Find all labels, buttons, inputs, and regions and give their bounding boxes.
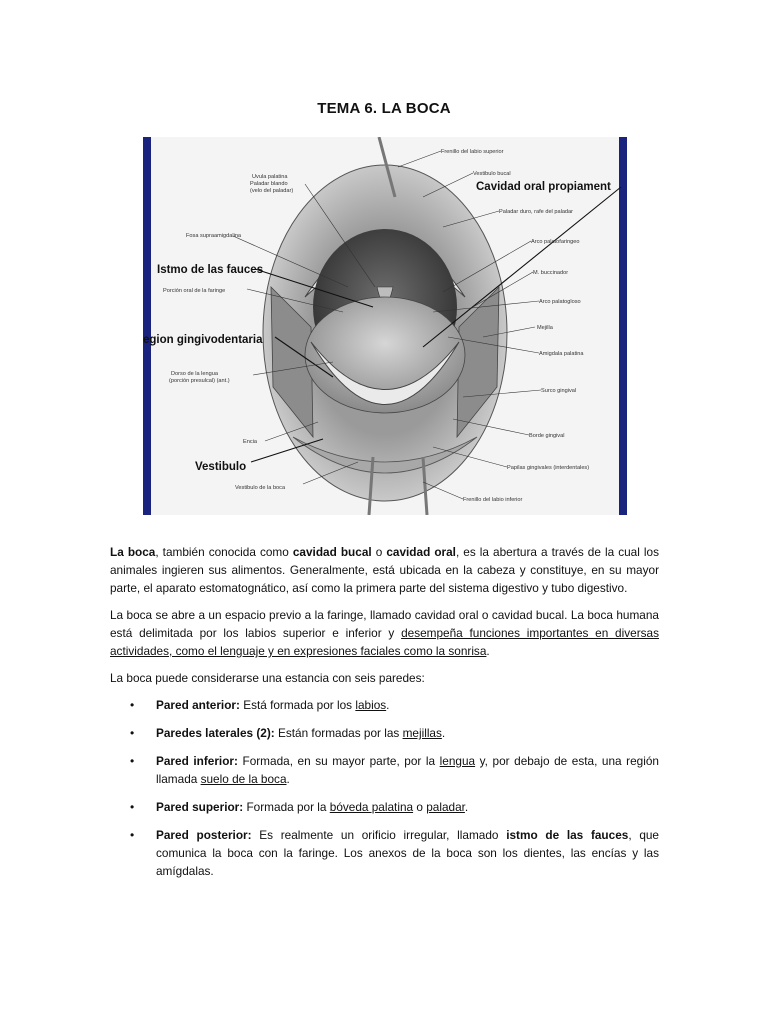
label-cavidad-oral: Cavidad oral propiament xyxy=(476,181,611,193)
term-istmo: istmo de las fauces xyxy=(506,828,629,842)
text-span: Formada, en su mayor parte, por la xyxy=(237,754,440,768)
wall-name: Pared inferior: xyxy=(156,754,238,768)
list-item-pared-posterior xyxy=(110,826,659,880)
text-span: La boca se abre a un espacio previo a la faringe, llamado cavidad oral o cavidad bucal. La boca humana está delimitada por los labios superior e inferior y xyxy=(110,608,659,640)
left-border xyxy=(143,137,151,515)
wall-name: Pared superior: xyxy=(156,800,244,814)
term-cavidad-oral: cavidad oral xyxy=(386,545,456,559)
text-span: . xyxy=(464,800,469,814)
wall-name: Paredes laterales (2): xyxy=(156,726,275,740)
link-lengua[interactable]: lengua xyxy=(439,754,476,768)
leader-frenillo-inf xyxy=(423,482,463,499)
paragraph-intro xyxy=(110,543,659,597)
label-istmo-fauces: Istmo de las fauces xyxy=(157,264,264,276)
term-cavidad-bucal: cavidad bucal xyxy=(292,545,372,559)
label-dorso-1: Dorso de la lengua xyxy=(171,371,218,377)
text-span: Están formadas por las xyxy=(274,726,403,740)
text-span: . xyxy=(441,726,446,740)
text-span: , que comunica la boca con la faringe. Los anexos de la boca son los dientes, las encías y las amígdalas. xyxy=(156,828,659,878)
leader-frenillo-sup xyxy=(398,151,441,167)
mouth-illustration xyxy=(143,137,627,515)
wall-name: Pared posterior: xyxy=(156,828,252,842)
text-span: o xyxy=(371,545,387,559)
label-uvula-1: Uvula palatina xyxy=(252,174,288,180)
walls-list xyxy=(110,696,659,880)
link-labios[interactable]: labios xyxy=(355,698,387,712)
right-border xyxy=(619,137,627,515)
link-suelo-boca[interactable]: suelo de la boca xyxy=(200,772,287,786)
list-item-paredes-laterales xyxy=(110,724,659,742)
text-span: , es la abertura a través de la cual los animales ingieren sus alimentos. Generalmente, está ubicada en la cabeza y constituye, en su mayor parte, el aparato estomatognático, así como la primera parte del sistema digestivo y tubo digestivo. xyxy=(110,545,659,595)
label-vestibulo-bucal: Vestibulo bucal xyxy=(473,171,511,177)
bullet: • xyxy=(130,800,135,814)
link-boveda-palatina[interactable]: bóveda palatina xyxy=(329,800,414,814)
link-mejillas[interactable]: mejillas xyxy=(402,726,442,740)
text-span: o xyxy=(413,800,427,814)
paragraph-six-walls: La boca puede considerarse una estancia con seis paredes: xyxy=(110,671,425,685)
list-item-pared-inferior xyxy=(110,752,659,788)
paragraph-delimitation xyxy=(110,606,659,660)
label-porcion-oral: Porción oral de la faringe xyxy=(163,288,226,294)
label-arco-palatofaringeo: Arco palatofaringeo xyxy=(531,239,580,245)
bullet: • xyxy=(130,698,135,712)
list-item-pared-superior xyxy=(110,798,659,816)
text-span: . xyxy=(386,698,390,712)
label-mejilla: Mejilla xyxy=(537,325,553,331)
page-title: TEMA 6. LA BOCA xyxy=(317,100,451,117)
label-vestibulo-boca: Vestibulo de la boca xyxy=(235,485,286,491)
label-region-gingivodentaria: egion gingivodentaria xyxy=(143,334,263,346)
body-text xyxy=(110,543,659,890)
label-frenillo-inf: Frenillo del labio inferior xyxy=(463,497,523,503)
label-uvula-2: Paladar blando xyxy=(250,181,288,187)
link-funciones[interactable]: desempeña funciones importantes en diversas actividades, como el lenguaje y en expresiones faciales como la sonrisa xyxy=(110,626,659,658)
label-encia: Encia xyxy=(243,439,257,445)
label-paladar-duro: Paladar duro, rafe del paladar xyxy=(499,209,574,215)
text-span: Formada por la xyxy=(243,800,330,814)
list-item-pared-anterior xyxy=(110,696,659,714)
label-papilas: Papilas gingivales (interdentales) xyxy=(507,465,590,471)
wall-name: Pared anterior: xyxy=(156,698,240,712)
text-span: . xyxy=(286,772,290,786)
link-paladar[interactable]: paladar xyxy=(426,800,465,814)
text-span: , también conocida como xyxy=(155,545,293,559)
label-frenillo-sup: Frenillo del labio superior xyxy=(441,149,504,155)
label-vestibulo: Vestibulo xyxy=(195,461,247,473)
text-span: . xyxy=(486,644,490,658)
term-la-boca: La boca xyxy=(110,545,156,559)
label-borde: Borde gingival xyxy=(529,433,565,439)
bullet: • xyxy=(130,726,135,740)
label-uvula-3: (velo del paladar) xyxy=(250,188,294,194)
text-span: Está formada por los xyxy=(239,698,356,712)
text-span: y, por debajo de esta, una región llamada xyxy=(156,754,659,786)
label-arco-palatogloso: Arco palatogloso xyxy=(539,299,581,305)
mouth-anatomy-figure xyxy=(143,137,627,515)
bullet: • xyxy=(130,754,135,768)
label-amigdala: Amigdala palatina xyxy=(539,351,584,357)
label-fosa: Fosa supraamigdalina xyxy=(186,233,242,239)
label-buccinador: M. buccinador xyxy=(533,270,569,276)
bullet: • xyxy=(130,828,135,842)
text-span: Es realmente un orificio irregular, llamado xyxy=(251,828,507,842)
label-dorso-2: (porción presulcal) (ant.) xyxy=(169,378,230,384)
label-surco: Surco gingival xyxy=(541,388,577,394)
